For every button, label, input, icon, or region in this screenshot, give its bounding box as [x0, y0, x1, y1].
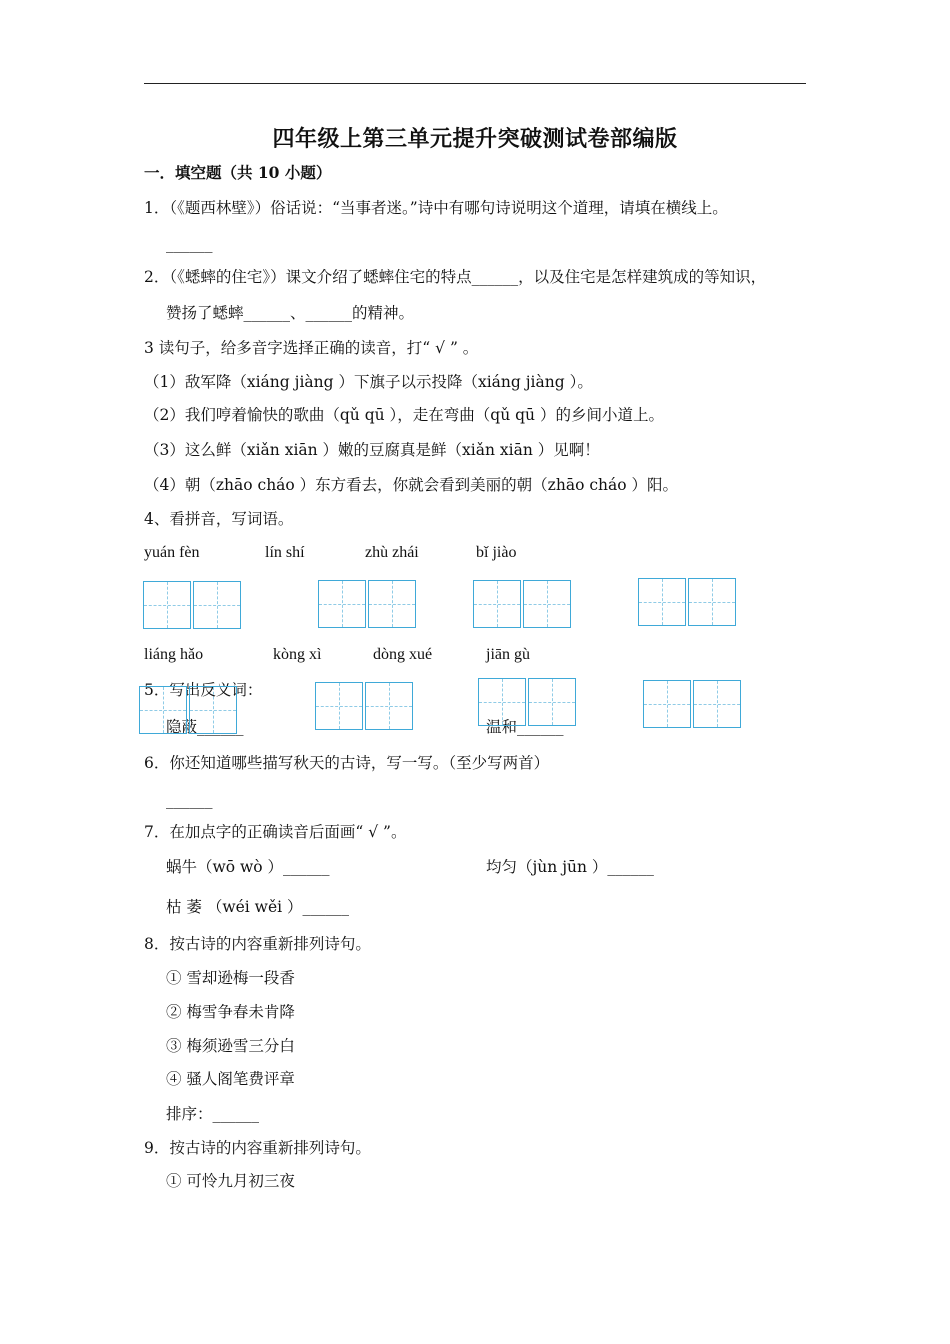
- question-7-item-b: 均匀（jùn jūn ）______: [486, 858, 654, 876]
- header-rule: [144, 83, 806, 84]
- question-3-stem: 3 读句子，给多音字选择正确的读音，打“ √ ” 。: [144, 339, 479, 357]
- pinyin-label: lín shí: [265, 544, 305, 561]
- section-heading: 一．填空题（共 10 小题）: [144, 163, 332, 182]
- antonym-left: 隐蔽______: [166, 718, 244, 736]
- pinyin-label: yuán fèn: [144, 544, 200, 561]
- question-2-line1: 2．（《蟋蟀的住宅》）课文介绍了蟋蟀住宅的特点______，以及住宅是怎样建筑成的等知识，: [144, 268, 767, 286]
- antonym-right: 温和______: [486, 718, 564, 736]
- answer-blank-6[interactable]: ______: [166, 791, 213, 809]
- question-7-item-a: 蜗牛（wō wò ）______: [166, 858, 330, 876]
- question-4-stem: 4、看拼音，写词语。: [144, 510, 294, 528]
- pinyin-label: jiān gù: [486, 646, 530, 663]
- pinyin-label: bǐ jiào: [476, 544, 517, 561]
- question-3-item-1: （1）敌军降（xiáng jiàng ）下旗子以示投降（xiáng jiàng ）。: [144, 373, 593, 391]
- question-1: 1．（《题西林壁》）俗话说：“当事者迷。”诗中有哪句诗说明这个道理，请填在横线上。: [144, 199, 728, 217]
- order-answer[interactable]: 排序：______: [166, 1105, 260, 1123]
- question-3-item-3: （3）这么鲜（xiǎn xiān ）嫩的豆腐真是鲜（xiǎn xiān ）见啊！: [144, 441, 600, 459]
- page-title: 四年级上第三单元提升突破测试卷部编版: [272, 126, 678, 152]
- question-3-item-4: （4）朝（zhāo cháo ）东方看去，你就会看到美丽的朝（zhāo cháo ）阳。: [144, 476, 678, 494]
- answer-blank-1[interactable]: ______: [166, 235, 213, 253]
- question-3-item-2: （2）我们哼着愉快的歌曲（qǔ qū ），走在弯曲（qǔ qū ）的乡间小道上。: [144, 406, 664, 424]
- pinyin-label: liáng hǎo: [144, 646, 204, 663]
- pinyin-label: zhù zhái: [365, 544, 419, 561]
- poem-line: ② 梅雪争春未肯降: [166, 1003, 295, 1021]
- poem-line: ① 雪却逊梅一段香: [166, 969, 295, 987]
- question-9-stem: 9．按古诗的内容重新排列诗句。: [144, 1139, 371, 1157]
- question-5-stem: 5．写出反义词：: [144, 681, 263, 699]
- question-8-stem: 8．按古诗的内容重新排列诗句。: [144, 935, 371, 953]
- poem-line: ③ 梅须逊雪三分白: [166, 1037, 295, 1055]
- question-2-line2: 赞扬了蟋蟀______、______的精神。: [166, 304, 415, 322]
- pinyin-label: kòng xì: [273, 646, 322, 663]
- question-7-item-c: 枯 萎 （wéi wěi ）______: [166, 898, 350, 916]
- question-6: 6．你还知道哪些描写秋天的古诗，写一写。（至少写两首）: [144, 754, 550, 772]
- pinyin-label: dòng xué: [373, 646, 433, 663]
- question-7-stem: 7．在加点字的正确读音后面画“ √ ”。: [144, 823, 407, 841]
- poem-line: ④ 骚人阁笔费评章: [166, 1070, 295, 1088]
- poem-line: ① 可怜九月初三夜: [166, 1172, 295, 1190]
